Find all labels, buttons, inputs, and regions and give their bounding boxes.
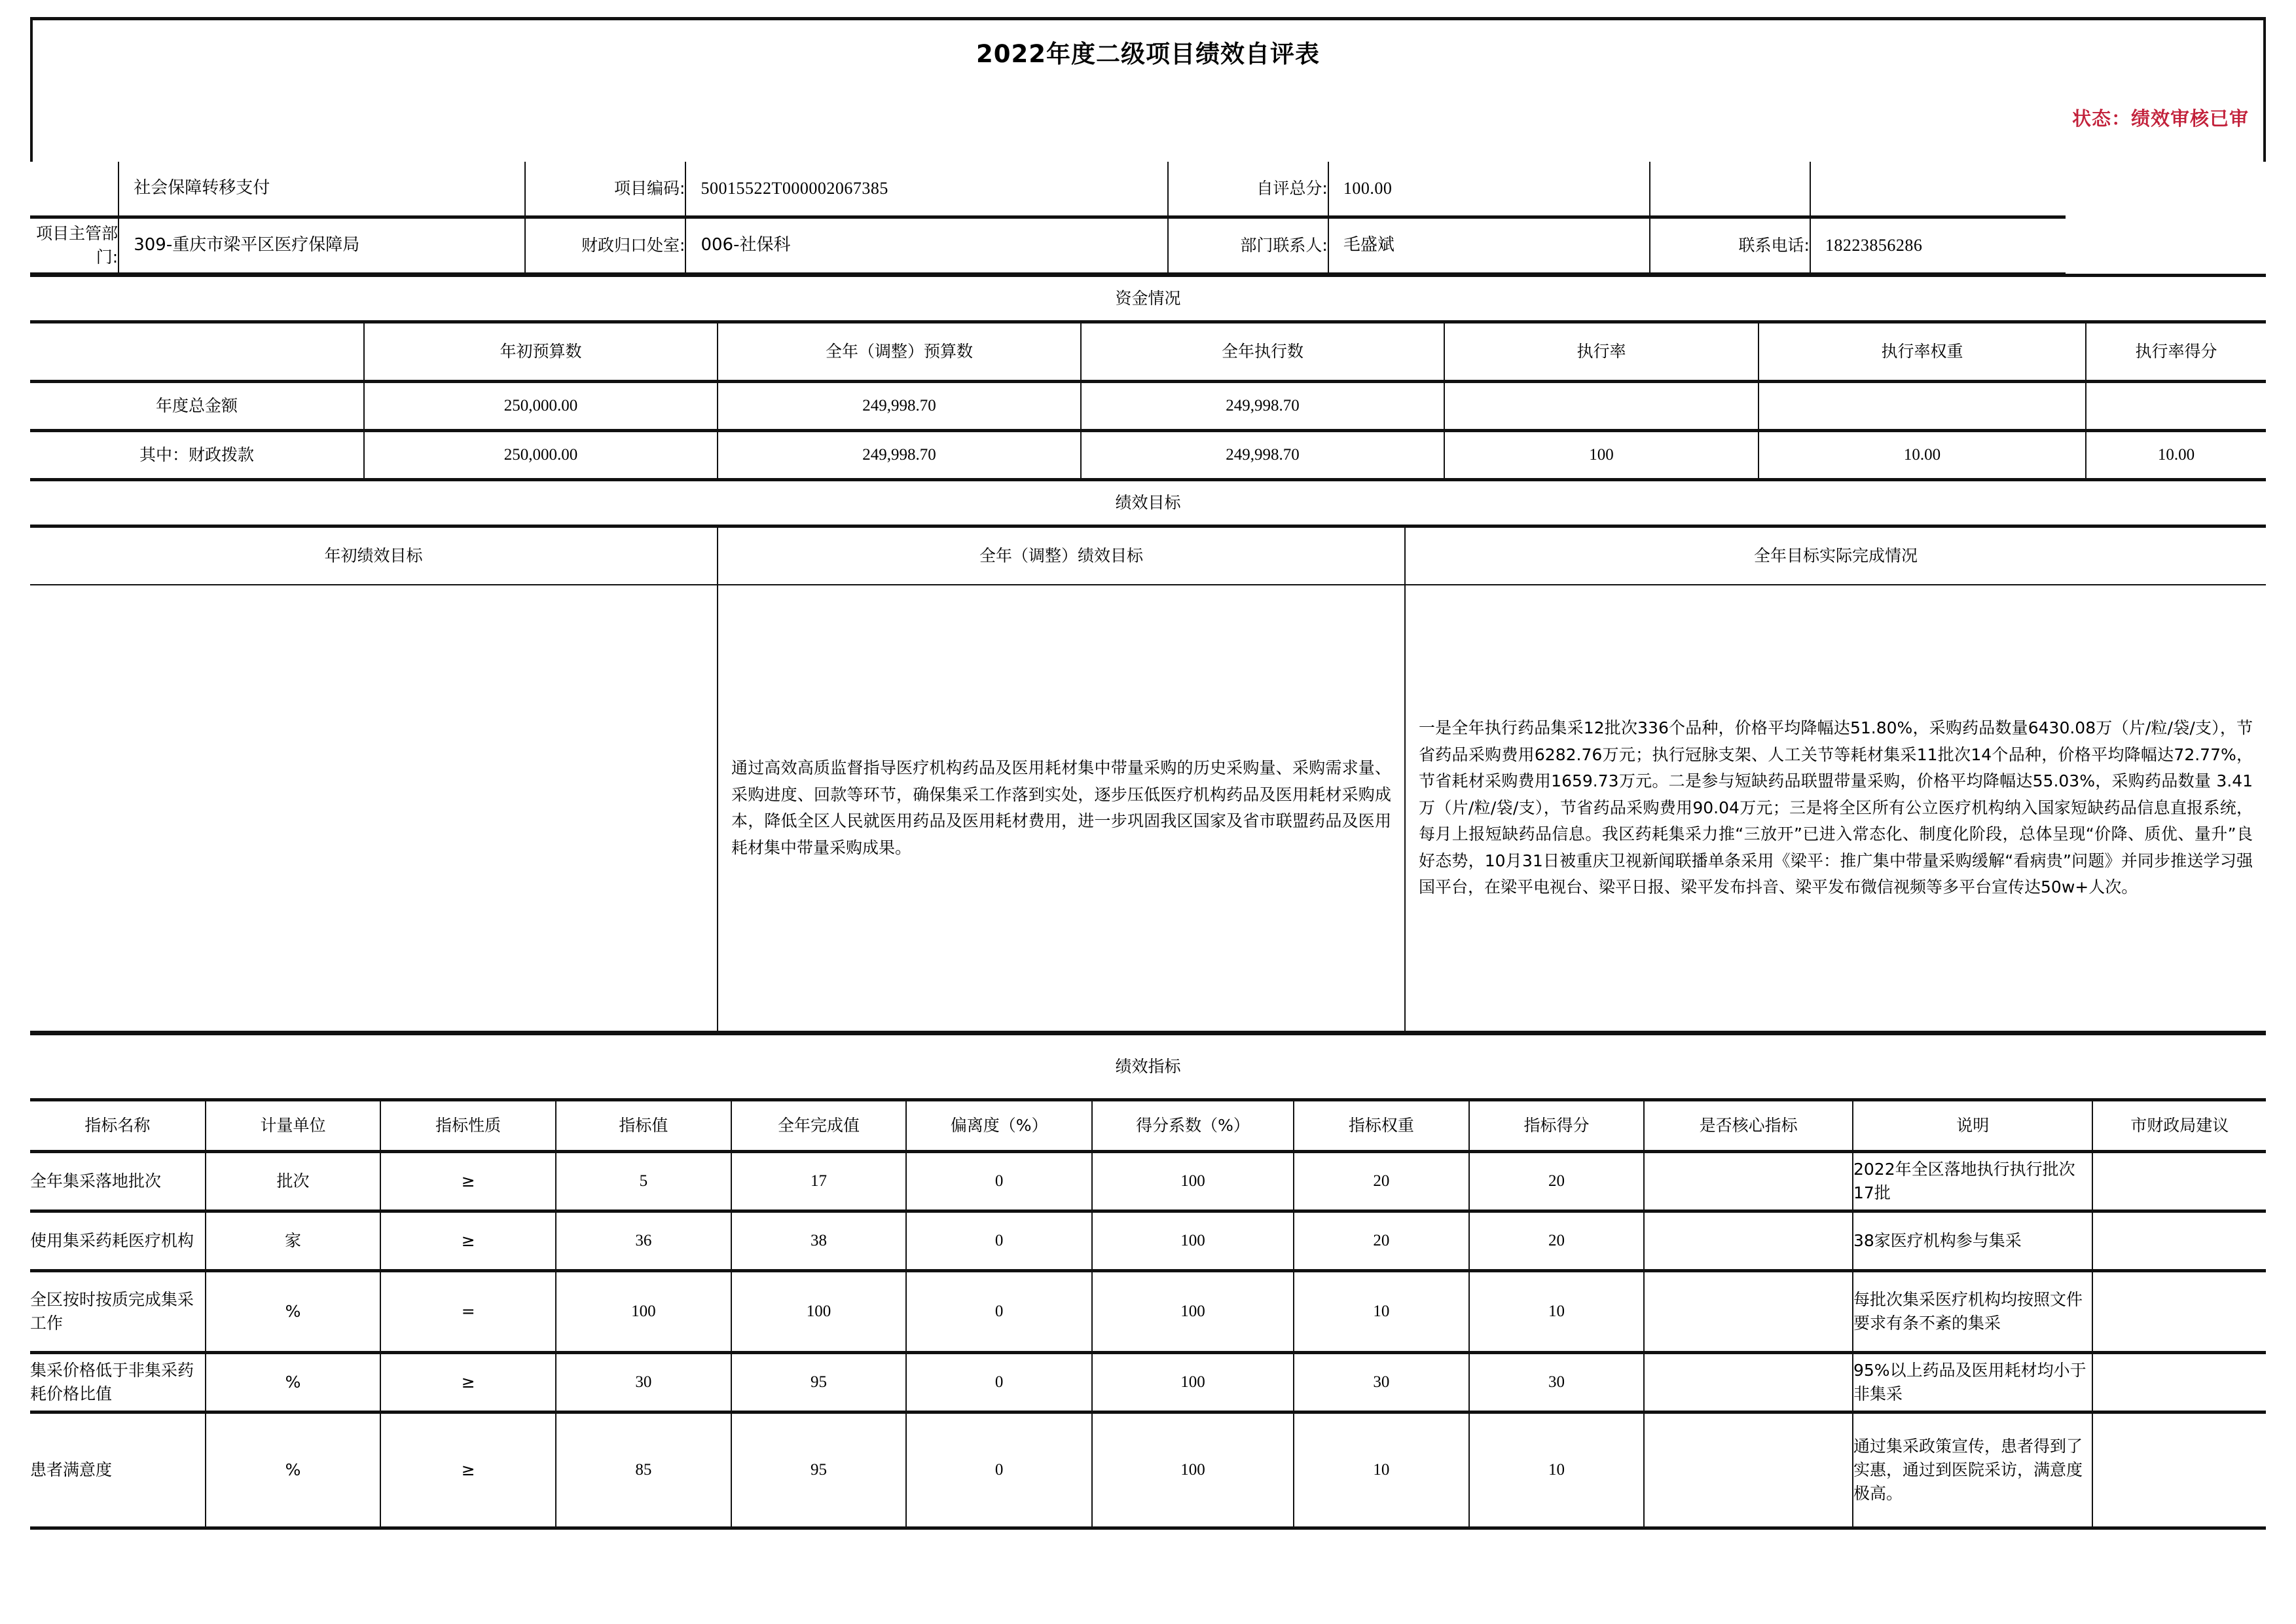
info-row-2 bbox=[30, 217, 2266, 274]
ind-row3-nature: ≥ bbox=[380, 1353, 556, 1412]
title-band bbox=[30, 20, 2266, 83]
table-row bbox=[30, 1152, 2266, 1211]
ind-row4-unit: % bbox=[206, 1412, 381, 1528]
ind-row3-core bbox=[1644, 1353, 1853, 1412]
goals-adjusted-cell bbox=[718, 585, 1405, 1031]
funding-band-title: 资金情况 bbox=[30, 276, 2266, 322]
funding-band-row bbox=[30, 276, 2266, 322]
funding-appr-weight: 10.00 bbox=[1758, 431, 2086, 480]
ind-row0-nature: ≥ bbox=[380, 1152, 556, 1211]
ind-row0-name: 全年集采落地批次 bbox=[30, 1152, 206, 1211]
funding-header-row bbox=[30, 322, 2266, 382]
ind-row3-advice bbox=[2092, 1353, 2266, 1412]
ind-row2-target: 100 bbox=[556, 1271, 731, 1353]
funding-total-weight bbox=[1758, 382, 2086, 431]
ind-row0-score: 20 bbox=[1469, 1152, 1645, 1211]
ind-row1-advice bbox=[2092, 1211, 2266, 1271]
ind-row0-deviation: 0 bbox=[906, 1152, 1092, 1211]
ind-row3-target: 30 bbox=[556, 1353, 731, 1412]
ind-row2-actual: 100 bbox=[731, 1271, 907, 1353]
ind-row1-score-coef: 100 bbox=[1092, 1211, 1294, 1271]
ind-row1-actual: 38 bbox=[731, 1211, 907, 1271]
indicators-band-table bbox=[30, 1032, 2266, 1098]
ind-row2-unit: % bbox=[206, 1271, 381, 1353]
funding-head-weight: 执行率权重 bbox=[1758, 322, 2086, 382]
ind-row1-core bbox=[1644, 1211, 1853, 1271]
table-row bbox=[30, 1271, 2266, 1353]
goals-band-row bbox=[30, 481, 2266, 526]
ind-row2-weight: 10 bbox=[1294, 1271, 1469, 1353]
ind-row4-name: 患者满意度 bbox=[30, 1412, 206, 1528]
funding-total-rate bbox=[1444, 382, 1758, 431]
ind-row4-score: 10 bbox=[1469, 1412, 1645, 1528]
contact-label: 部门联系人: bbox=[1168, 217, 1328, 274]
phone-label: 联系电话: bbox=[1650, 217, 1810, 274]
table-row bbox=[30, 1412, 2266, 1528]
ind-row1-nature: ≥ bbox=[380, 1211, 556, 1271]
ind-row3-score: 30 bbox=[1469, 1353, 1645, 1412]
dept-label: 项目主管部门: bbox=[30, 217, 118, 274]
funding-appr-adjusted: 249,998.70 bbox=[718, 431, 1081, 480]
ind-row0-target: 5 bbox=[556, 1152, 731, 1211]
ind-row0-unit: 批次 bbox=[206, 1152, 381, 1211]
goals-table bbox=[30, 481, 2266, 1032]
ind-row4-weight: 10 bbox=[1294, 1412, 1469, 1528]
indicators-band-title: 绩效指标 bbox=[30, 1034, 2266, 1099]
indicators-header-row bbox=[30, 1100, 2266, 1152]
ind-row1-deviation: 0 bbox=[906, 1211, 1092, 1271]
finance-office-label: 财政归口处室: bbox=[525, 217, 685, 274]
funding-table bbox=[30, 274, 2266, 481]
indicators-table bbox=[30, 1098, 2266, 1530]
funding-head-score: 执行率得分 bbox=[2086, 322, 2266, 382]
ind-row1-name: 使用集采药耗医疗机构 bbox=[30, 1211, 206, 1271]
ind-row2-name: 全区按时按质完成集采工作 bbox=[30, 1271, 206, 1353]
funding-row-appropriation bbox=[30, 431, 2266, 480]
ind-head-note: 说明 bbox=[1853, 1100, 2092, 1152]
self-score-cell: 100.00 bbox=[1328, 162, 1650, 217]
ind-row2-note: 每批次集采医疗机构均按照文件要求有条不紊的集采 bbox=[1853, 1271, 2092, 1353]
funding-total-executed: 249,998.70 bbox=[1081, 382, 1444, 431]
project-info-table bbox=[30, 162, 2266, 274]
funding-head-adjusted: 全年（调整）预算数 bbox=[718, 322, 1081, 382]
goals-head-actual: 全年目标实际完成情况 bbox=[1405, 526, 2266, 585]
goals-initial-cell bbox=[30, 585, 718, 1031]
ind-row0-advice bbox=[2092, 1152, 2266, 1211]
finance-office-cell: 006-社保科 bbox=[685, 217, 1167, 274]
goals-content-row bbox=[30, 585, 2266, 1031]
status-badge: 状态：绩效审核已审 bbox=[2071, 107, 2249, 130]
ind-head-advice: 市财政局建议 bbox=[2092, 1100, 2266, 1152]
ind-head-nature: 指标性质 bbox=[380, 1100, 556, 1152]
ind-row4-note: 通过集采政策宣传，患者得到了实惠，通过到医院采访，满意度极高。 bbox=[1853, 1412, 2092, 1528]
ind-head-score: 指标得分 bbox=[1469, 1100, 1645, 1152]
ind-row0-actual: 17 bbox=[731, 1152, 907, 1211]
ind-head-name: 指标名称 bbox=[30, 1100, 206, 1152]
spacer-band bbox=[30, 151, 2266, 162]
info-blank-b bbox=[1650, 162, 1810, 217]
funding-total-initial: 250,000.00 bbox=[364, 382, 718, 431]
ind-row2-deviation: 0 bbox=[906, 1271, 1092, 1353]
ind-row3-unit: % bbox=[206, 1353, 381, 1412]
dept-value-cell: 309-重庆市梁平区医疗保障局 bbox=[118, 217, 525, 274]
funding-row-label-appropriation: 其中：财政拨款 bbox=[30, 431, 364, 480]
ind-row0-score-coef: 100 bbox=[1092, 1152, 1294, 1211]
self-score-label: 自评总分: bbox=[1168, 162, 1328, 217]
ind-row0-note: 2022年全区落地执行执行批次17批 bbox=[1853, 1152, 2092, 1211]
ind-row3-weight: 30 bbox=[1294, 1353, 1469, 1412]
indicators-band-row bbox=[30, 1034, 2266, 1099]
funding-row-label-total: 年度总金额 bbox=[30, 382, 364, 431]
funding-total-adjusted: 249,998.70 bbox=[718, 382, 1081, 431]
ind-row3-name: 集采价格低于非集采药耗价格比值 bbox=[30, 1353, 206, 1412]
ind-row4-core bbox=[1644, 1412, 1853, 1528]
table-row bbox=[30, 1211, 2266, 1271]
ind-row4-nature: ≥ bbox=[380, 1412, 556, 1528]
goals-head-initial: 年初绩效目标 bbox=[30, 526, 718, 585]
funding-appr-score: 10.00 bbox=[2086, 431, 2266, 480]
goals-actual-text: 一是全年执行药品集采12批次336个品种，价格平均降幅达51.80%，采购药品数量6430.08万（片/粒/袋/支），节省药品采购费用6282.76万元；执行冠脉支架、人工关节等耗材集采11批次14个品种，价格平均降幅达72.77%，节省耗材采购费用1659.73万元。二是参与短缺药品联盟带量采购，价格平均降幅达55.03%，采购药品数量 3.41万（片/粒/袋/支），节省药品采购费用90.04万元；三是将全区所有公立医疗机构纳入国家短缺药品信息直报系统，每月上报短缺药品信息。我区药耗集采力推“三放开”已进入常态化、制度化阶段，总体呈现“价降、质优、量升”良好态势，10月31日被重庆卫视新闻联播单条采用《梁平：推广集中带量采购缓解“看病贵”问题》并同步推送学习强国平台，在梁平电视台、梁平日报、梁平发布抖音、梁平发布微信视频等多平台宣传达50w+人次。 bbox=[1419, 718, 2253, 897]
ind-row3-actual: 95 bbox=[731, 1353, 907, 1412]
funding-head-executed: 全年执行数 bbox=[1081, 322, 1444, 382]
ind-head-unit: 计量单位 bbox=[206, 1100, 381, 1152]
ind-head-core: 是否核心指标 bbox=[1644, 1100, 1853, 1152]
contact-value-cell: 毛盛斌 bbox=[1328, 217, 1650, 274]
ind-head-actual: 全年完成值 bbox=[731, 1100, 907, 1152]
goals-header-row bbox=[30, 526, 2266, 585]
ind-head-weight: 指标权重 bbox=[1294, 1100, 1469, 1152]
ind-head-score-coef: 得分系数（%） bbox=[1092, 1100, 1294, 1152]
ind-row1-score: 20 bbox=[1469, 1211, 1645, 1271]
ind-row4-score-coef: 100 bbox=[1092, 1412, 1294, 1528]
goals-head-adjusted: 全年（调整）绩效目标 bbox=[718, 526, 1405, 585]
project-code-cell: 50015522T000002067385 bbox=[685, 162, 1167, 217]
project-name-cell: 社会保障转移支付 bbox=[118, 162, 525, 217]
ind-row4-target: 85 bbox=[556, 1412, 731, 1528]
funding-row-total bbox=[30, 382, 2266, 431]
ind-head-deviation: 偏离度（%） bbox=[906, 1100, 1092, 1152]
project-code-label: 项目编码: bbox=[525, 162, 685, 217]
ind-row3-note: 95%以上药品及医用耗材均小于非集采 bbox=[1853, 1353, 2092, 1412]
funding-appr-rate: 100 bbox=[1444, 431, 1758, 480]
goals-band-title: 绩效目标 bbox=[30, 481, 2266, 526]
funding-head-blank bbox=[30, 322, 364, 382]
ind-row0-weight: 20 bbox=[1294, 1152, 1469, 1211]
goals-actual-cell bbox=[1405, 585, 2266, 1031]
ind-row2-core bbox=[1644, 1271, 1853, 1353]
ind-row3-deviation: 0 bbox=[906, 1353, 1092, 1412]
ind-row3-score-coef: 100 bbox=[1092, 1353, 1294, 1412]
ind-row1-target: 36 bbox=[556, 1211, 731, 1271]
goals-initial-text bbox=[30, 799, 717, 817]
page-title: 2022年度二级项目绩效自评表 bbox=[976, 40, 1320, 68]
table-row bbox=[30, 1353, 2266, 1412]
ind-row2-score: 10 bbox=[1469, 1271, 1645, 1353]
ind-row0-core bbox=[1644, 1152, 1853, 1211]
ind-head-target: 指标值 bbox=[556, 1100, 731, 1152]
phone-value-cell: 18223856286 bbox=[1810, 217, 2066, 274]
funding-appr-executed: 249,998.70 bbox=[1081, 431, 1444, 480]
ind-row1-unit: 家 bbox=[206, 1211, 381, 1271]
ind-row1-note: 38家医疗机构参与集采 bbox=[1853, 1211, 2092, 1271]
info-row-1 bbox=[30, 162, 2266, 217]
funding-head-initial: 年初预算数 bbox=[364, 322, 718, 382]
ind-row4-actual: 95 bbox=[731, 1412, 907, 1528]
info-blank-c bbox=[1810, 162, 2066, 217]
status-band bbox=[30, 83, 2266, 151]
funding-head-rate: 执行率 bbox=[1444, 322, 1758, 382]
funding-total-score bbox=[2086, 382, 2266, 431]
ind-row1-weight: 20 bbox=[1294, 1211, 1469, 1271]
ind-row2-score-coef: 100 bbox=[1092, 1271, 1294, 1353]
ind-row4-advice bbox=[2092, 1412, 2266, 1528]
ind-row2-nature: = bbox=[380, 1271, 556, 1353]
goals-adjusted-text: 通过高效高质监督指导医疗机构药品及医用耗材集中带量采购的历史采购量、采购需求量、采购进度、回款等环节，确保集采工作落到实处，逐步压低医疗机构药品及医用耗材采购成本，降低全区人民就医用药品及医用耗材费用，进一步巩固我区国家及省市联盟药品及医用耗材集中带量采购成果。 bbox=[731, 758, 1391, 857]
funding-appr-initial: 250,000.00 bbox=[364, 431, 718, 480]
ind-row2-advice bbox=[2092, 1271, 2266, 1353]
info-blank-a bbox=[30, 162, 118, 217]
ind-row4-deviation: 0 bbox=[906, 1412, 1092, 1528]
